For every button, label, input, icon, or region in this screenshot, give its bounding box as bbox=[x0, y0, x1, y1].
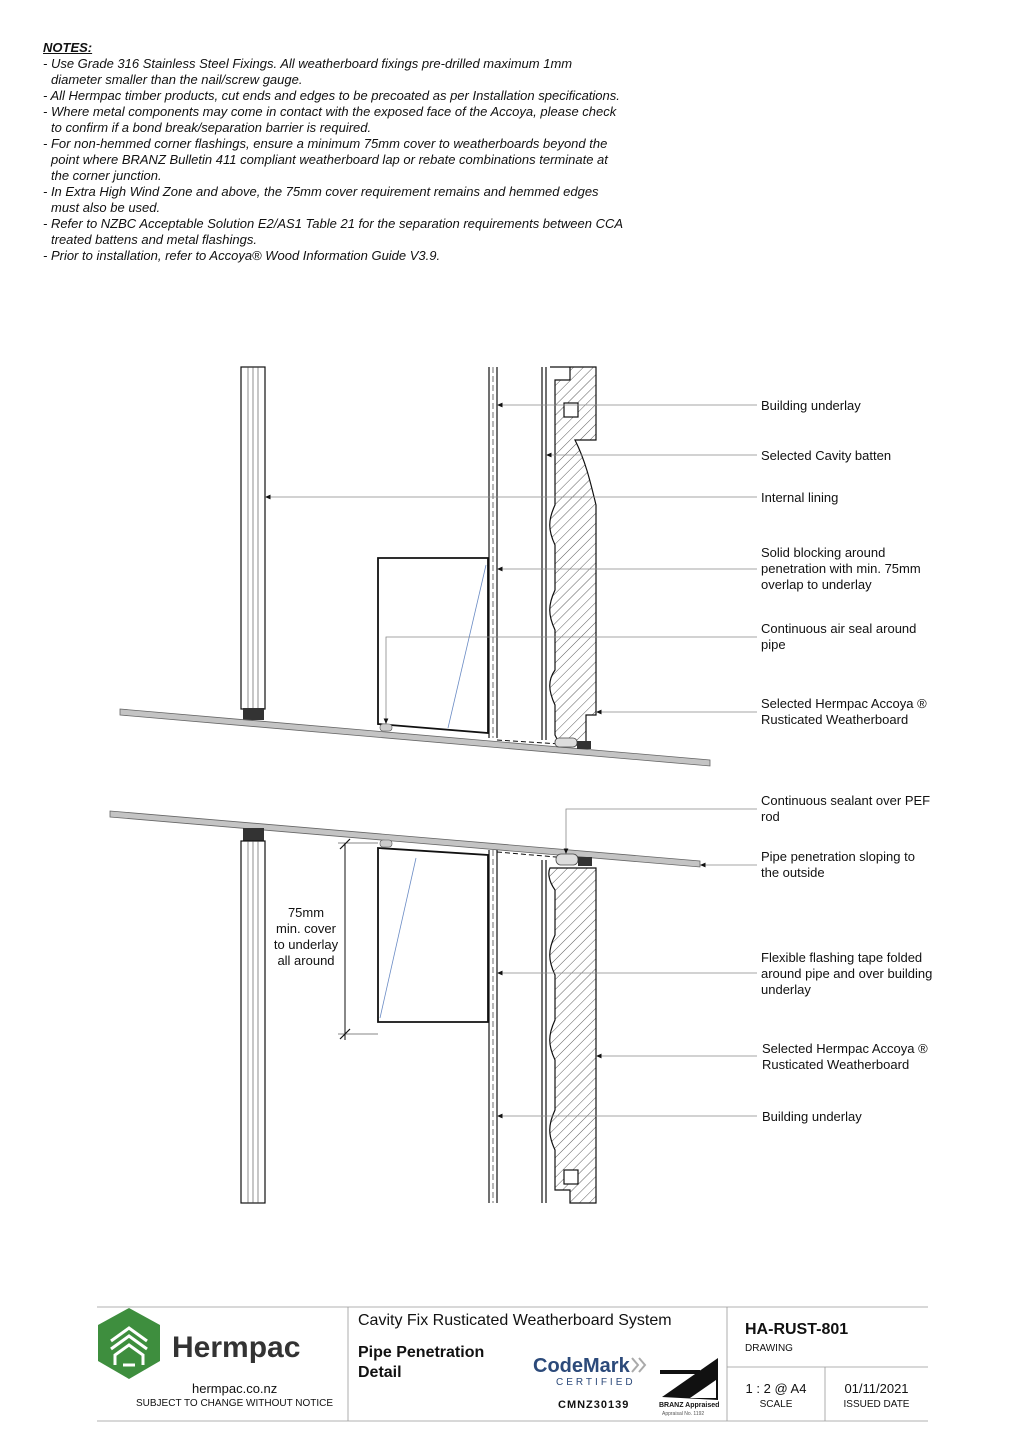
underlay-cavity-bottom bbox=[489, 850, 556, 1203]
label-weatherboard-bottom-1: Selected Hermpac Accoya ® bbox=[762, 1041, 928, 1056]
cover-dim-line-2: min. cover bbox=[276, 921, 336, 936]
label-internal-lining: Internal lining bbox=[761, 490, 839, 505]
label-solid-blocking-1: Solid blocking around bbox=[761, 545, 886, 560]
weatherboard-bottom bbox=[549, 868, 596, 1203]
drawing-label: DRAWING bbox=[745, 1343, 793, 1354]
drawing-number: HA-RUST-801 bbox=[745, 1321, 849, 1338]
cover-dim-line-3: to underlay bbox=[273, 937, 339, 952]
company-name: Hermpac bbox=[172, 1331, 301, 1364]
label-weatherboard-bottom-2: Rusticated Weatherboard bbox=[762, 1057, 910, 1072]
issued-date-label: ISSUED DATE bbox=[843, 1399, 910, 1410]
weatherboard-top bbox=[550, 367, 596, 745]
notes-title: NOTES: bbox=[43, 40, 93, 55]
codemark-logo: CodeMark bbox=[533, 1355, 630, 1377]
issued-date: 01/11/2021 bbox=[844, 1381, 909, 1396]
pef-rod bbox=[556, 854, 578, 865]
internal-lining-bottom bbox=[241, 828, 265, 1203]
branz-number: Appraisal No. 1192 bbox=[662, 1411, 705, 1417]
label-cavity-batten: Selected Cavity batten bbox=[761, 448, 892, 463]
cover-dim-line-4: all around bbox=[277, 953, 335, 968]
solid-blocking-bottom bbox=[378, 840, 488, 1022]
label-sealant-2: rod bbox=[761, 809, 780, 824]
branz-logo-icon bbox=[660, 1358, 718, 1400]
solid-blocking-top bbox=[378, 558, 488, 733]
label-flashing-tape-1: Flexible flashing tape folded bbox=[761, 950, 923, 965]
label-air-seal-2: pipe bbox=[761, 637, 786, 652]
scale-label: SCALE bbox=[759, 1399, 793, 1410]
label-building-underlay-top: Building underlay bbox=[761, 398, 861, 413]
cover-dim-line-1: 75mm bbox=[287, 905, 325, 920]
label-flashing-tape-3: underlay bbox=[761, 982, 811, 997]
codemark-certified: CERTIFIED bbox=[556, 1377, 636, 1388]
label-air-seal-1: Continuous air seal around bbox=[761, 621, 917, 636]
cover-dimension bbox=[274, 839, 378, 1040]
note-item: - Where metal components may come in contact with the exposed face of the Accoya, please check to confirm if a bond break/separation barrier is required. bbox=[43, 104, 617, 135]
label-weatherboard-top-1: Selected Hermpac Accoya ® bbox=[761, 696, 927, 711]
note-item: - Prior to installation, refer to Accoya® Wood Information Guide V3.9. bbox=[43, 248, 441, 263]
internal-lining-top bbox=[241, 367, 265, 720]
hermpac-logo-icon bbox=[98, 1308, 160, 1379]
note-item: - Refer to NZBC Acceptable Solution E2/AS1 Table 21 for the separation requirements between CCA treated battens and metal flashings. bbox=[43, 216, 624, 247]
company-website[interactable]: hermpac.co.nz bbox=[192, 1381, 278, 1396]
label-sealant-1: Continuous sealant over PEF bbox=[761, 793, 931, 808]
detail-title-1: Pipe Penetration bbox=[358, 1344, 485, 1361]
label-pipe-slope-1: Pipe penetration sloping to bbox=[761, 849, 915, 864]
codemark-number: CMNZ30139 bbox=[558, 1399, 630, 1411]
codemark-chevron-icon bbox=[632, 1358, 645, 1372]
label-building-underlay-bottom: Building underlay bbox=[762, 1109, 862, 1124]
note-item: - In Extra High Wind Zone and above, the 75mm cover requirement remains and hemmed edges must also be used. bbox=[43, 184, 599, 215]
detail-title-2: Detail bbox=[358, 1364, 402, 1381]
scale-value: 1 : 2 @ A4 bbox=[745, 1381, 807, 1396]
note-item: - For non-hemmed corner flashings, ensure a minimum 75mm cover to weatherboards beyond the point where BRANZ Bulletin 411 compliant weatherboard lap or rebate combinations terminate at the corner junction. bbox=[43, 136, 608, 183]
label-weatherboard-top-2: Rusticated Weatherboard bbox=[761, 712, 909, 727]
label-solid-blocking-2: penetration with min. 75mm bbox=[761, 561, 921, 576]
label-pipe-slope-2: the outside bbox=[761, 865, 825, 880]
change-notice: SUBJECT TO CHANGE WITHOUT NOTICE bbox=[136, 1398, 334, 1409]
note-item: - All Hermpac timber products, cut ends and edges to be precoated as per Installation specifications. bbox=[43, 88, 620, 103]
label-flashing-tape-2: around pipe and over building bbox=[761, 966, 933, 981]
branz-label: BRANZ Appraised bbox=[659, 1402, 720, 1409]
fixing-bottom bbox=[564, 1170, 578, 1184]
underlay-cavity-top bbox=[489, 367, 546, 740]
note-item: - Use Grade 316 Stainless Steel Fixings. All weatherboard fixings pre-drilled maximum 1mm diameter smaller than the nail/screw gauge. bbox=[43, 56, 573, 87]
system-name: Cavity Fix Rusticated Weatherboard System bbox=[358, 1312, 672, 1329]
label-solid-blocking-3: overlap to underlay bbox=[761, 577, 872, 592]
